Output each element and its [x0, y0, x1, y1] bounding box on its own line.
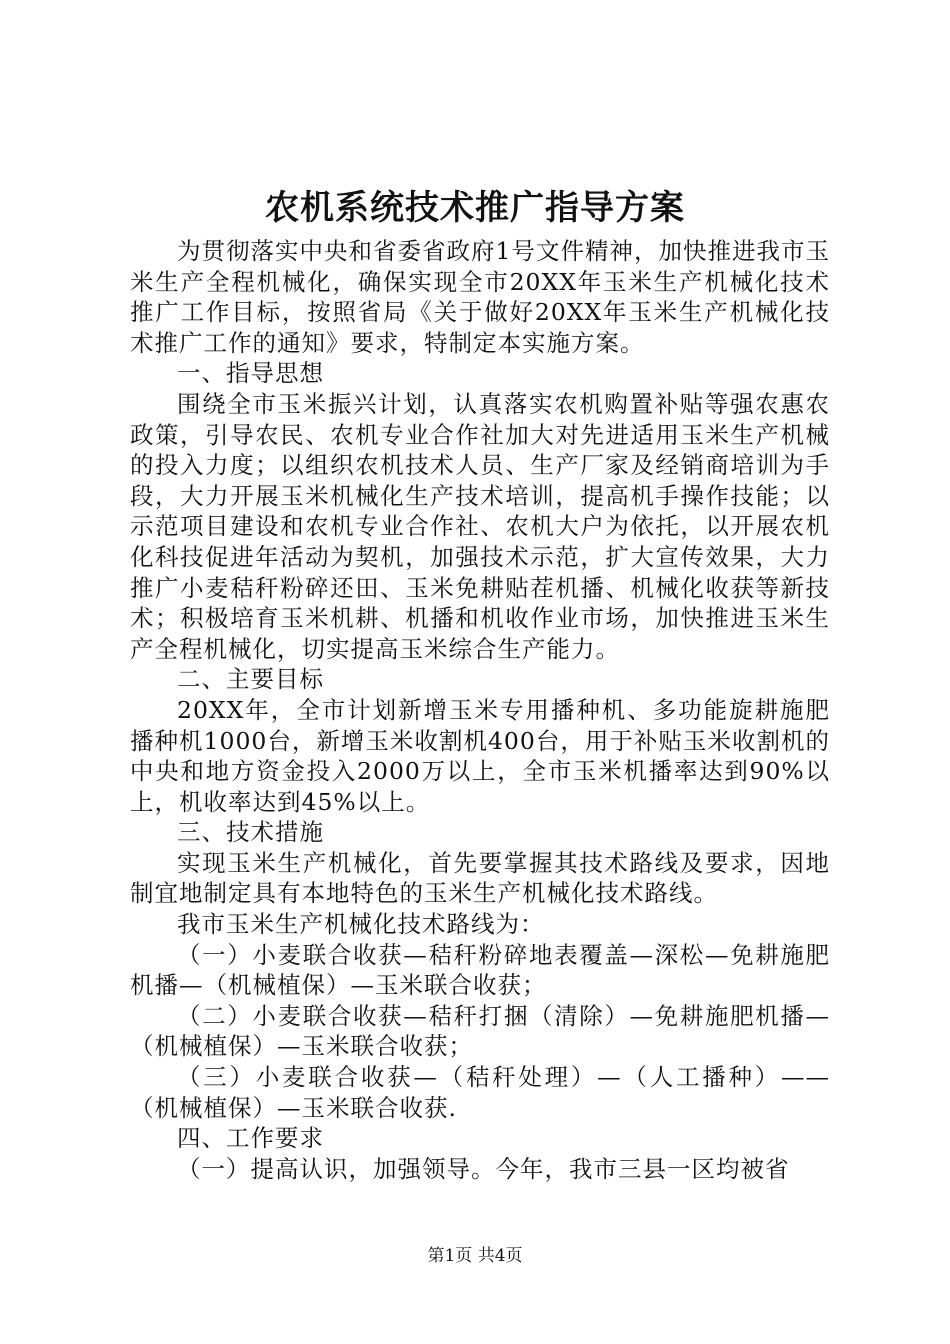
- section-heading-main-goals: 二、主要目标: [177, 665, 324, 694]
- main-goals-paragraph: 20XX年，全市计划新增玉米专用播种机、多功能旋耕施肥播种机1000台，新增玉米收割机400台，用于补贴玉米收割机的中央和地方资金投入2000万以上，全市玉米机播率达到90%以上，机收率达到45%以上。: [130, 695, 830, 816]
- technical-measures-paragraph: 实现玉米生产机械化，首先要掌握其技术路线及要求，因地制宜地制定具有本地特色的玉米生产机械化技术路线。: [130, 848, 830, 908]
- work-requirements-paragraph: （一）提高认识，加强领导。今年，我市三县一区均被省: [177, 1154, 790, 1183]
- page-footer: 第1页 共4页: [427, 1246, 523, 1266]
- section-heading-guiding-ideology: 一、指导思想: [177, 359, 324, 388]
- technical-route-item-1: （一）小麦联合收获—秸秆粉碎地表覆盖—深松—免耕施肥机播—（机械植保）—玉米联合收获；: [130, 940, 830, 1000]
- section-heading-technical-measures: 三、技术措施: [177, 818, 324, 847]
- technical-route-intro: 我市玉米生产机械化技术路线为：: [177, 910, 545, 939]
- section-heading-work-requirements: 四、工作要求: [177, 1124, 324, 1153]
- intro-paragraph: 为贯彻落实中央和省委省政府1号文件精神，加快推进我市玉米生产全程机械化，确保实现全市20XX年玉米生产机械化技术推广工作目标，按照省局《关于做好20XX年玉米生产机械化技术推广工作的通知》要求，特制定本实施方案。: [130, 237, 830, 357]
- technical-route-item-2: （二）小麦联合收获—秸秆打捆（清除）—免耕施肥机播—（机械植保）—玉米联合收获；: [130, 1001, 830, 1061]
- document-body: [130, 236, 830, 1184]
- guiding-ideology-paragraph: 围绕全市玉米振兴计划，认真落实农机购置补贴等强农惠农政策，引导农民、农机专业合作社加大对先进适用玉米生产机械的投入力度；以组织农机技术人员、生产厂家及经销商培训为手段，大力开展玉米机械化生产技术培训，提高机手操作技能；以示范项目建设和农机专业合作社、农机大户为依托，以开展农机化科技促进年活动为契机，加强技术示范，扩大宣传效果，大力推广小麦秸秆粉碎还田、玉米免耕贴茬机播、机械化收获等新技术；积极培育玉米机耕、机播和机收作业市场，加快推进玉米生产全程机械化，切实提高玉米综合生产能力。: [130, 389, 830, 663]
- technical-route-item-3: （三）小麦联合收获—（秸秆处理）—（人工播种）——（机械植保）—玉米联合收获.: [130, 1063, 830, 1122]
- document-title: 农机系统技术推广指导方案: [265, 188, 685, 228]
